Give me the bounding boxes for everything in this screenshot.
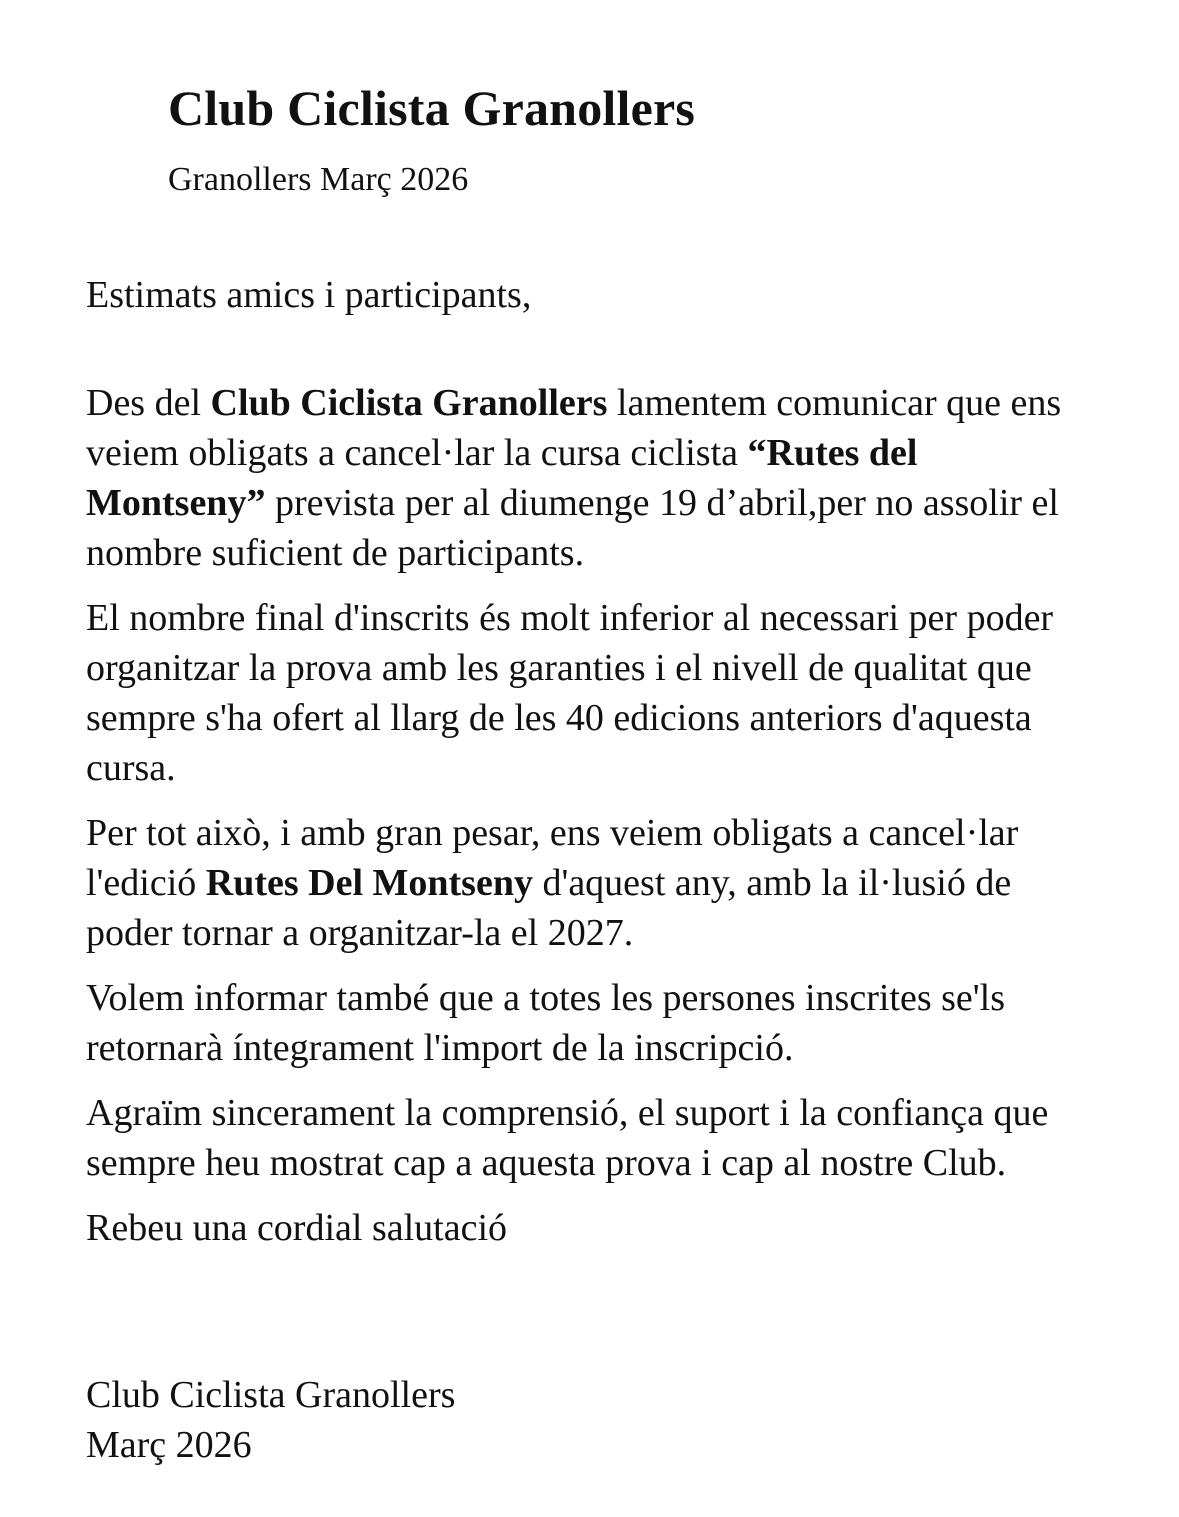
p1-text-e: prevista per al diumenge 19 d’abril,per no assolir el nombre suficient de participants.: [86, 482, 1059, 574]
signature-name: Club Ciclista Granollers: [86, 1374, 456, 1416]
signature-date: Març 2026: [86, 1424, 252, 1466]
paragraph-registrations: El nombre final d'inscrits és molt inferior al necessari per poder organitzar la prova amb les garanties i el nivell de qualitat que sempre s'ha ofert al llarg de les 40 edicions anteriors d'aquesta cursa.: [86, 597, 1054, 789]
p1-club-name: Club Ciclista Granollers: [210, 382, 608, 424]
p1-race-name: “Rutes del Montseny”: [86, 432, 918, 524]
paragraph-cancellation: [86, 378, 1106, 578]
p3-race-name: Rutes Del Montseny: [205, 862, 533, 904]
p3-text-c: d'aquest any, amb la il·lusió de poder tornar a organitzar-la el 2027.: [86, 862, 1012, 954]
paragraph-thanks: Agraïm sincerament la comprensió, el suport i la confiança que sempre heu mostrat cap a aquesta prova i cap al nostre Club.: [86, 1092, 1049, 1184]
greeting: Estimats amics i participants,: [86, 274, 532, 316]
p1-text-a: Des del: [86, 382, 211, 424]
letter-body: [86, 270, 1106, 1253]
paragraph-decision: [86, 808, 1106, 958]
signature-block: [86, 1370, 455, 1470]
club-title: Club Ciclista Granollers: [168, 80, 696, 136]
closing-line: Rebeu una cordial salutació: [86, 1207, 508, 1249]
letter-header: [168, 78, 695, 200]
paragraph-refund: Volem informar també que a totes les persones inscrites se'ls retornarà íntegrament l'import de la inscripció.: [86, 977, 1005, 1069]
p1-text-c: lamentem comunicar que ens veiem obligats a cancel·lar la cursa ciclista: [86, 382, 1062, 474]
header-date: Granollers Març 2026: [168, 161, 469, 198]
p3-text-a: Per tot això, i amb gran pesar, ens veiem obligats a cancel·lar l'edició: [86, 812, 1019, 904]
